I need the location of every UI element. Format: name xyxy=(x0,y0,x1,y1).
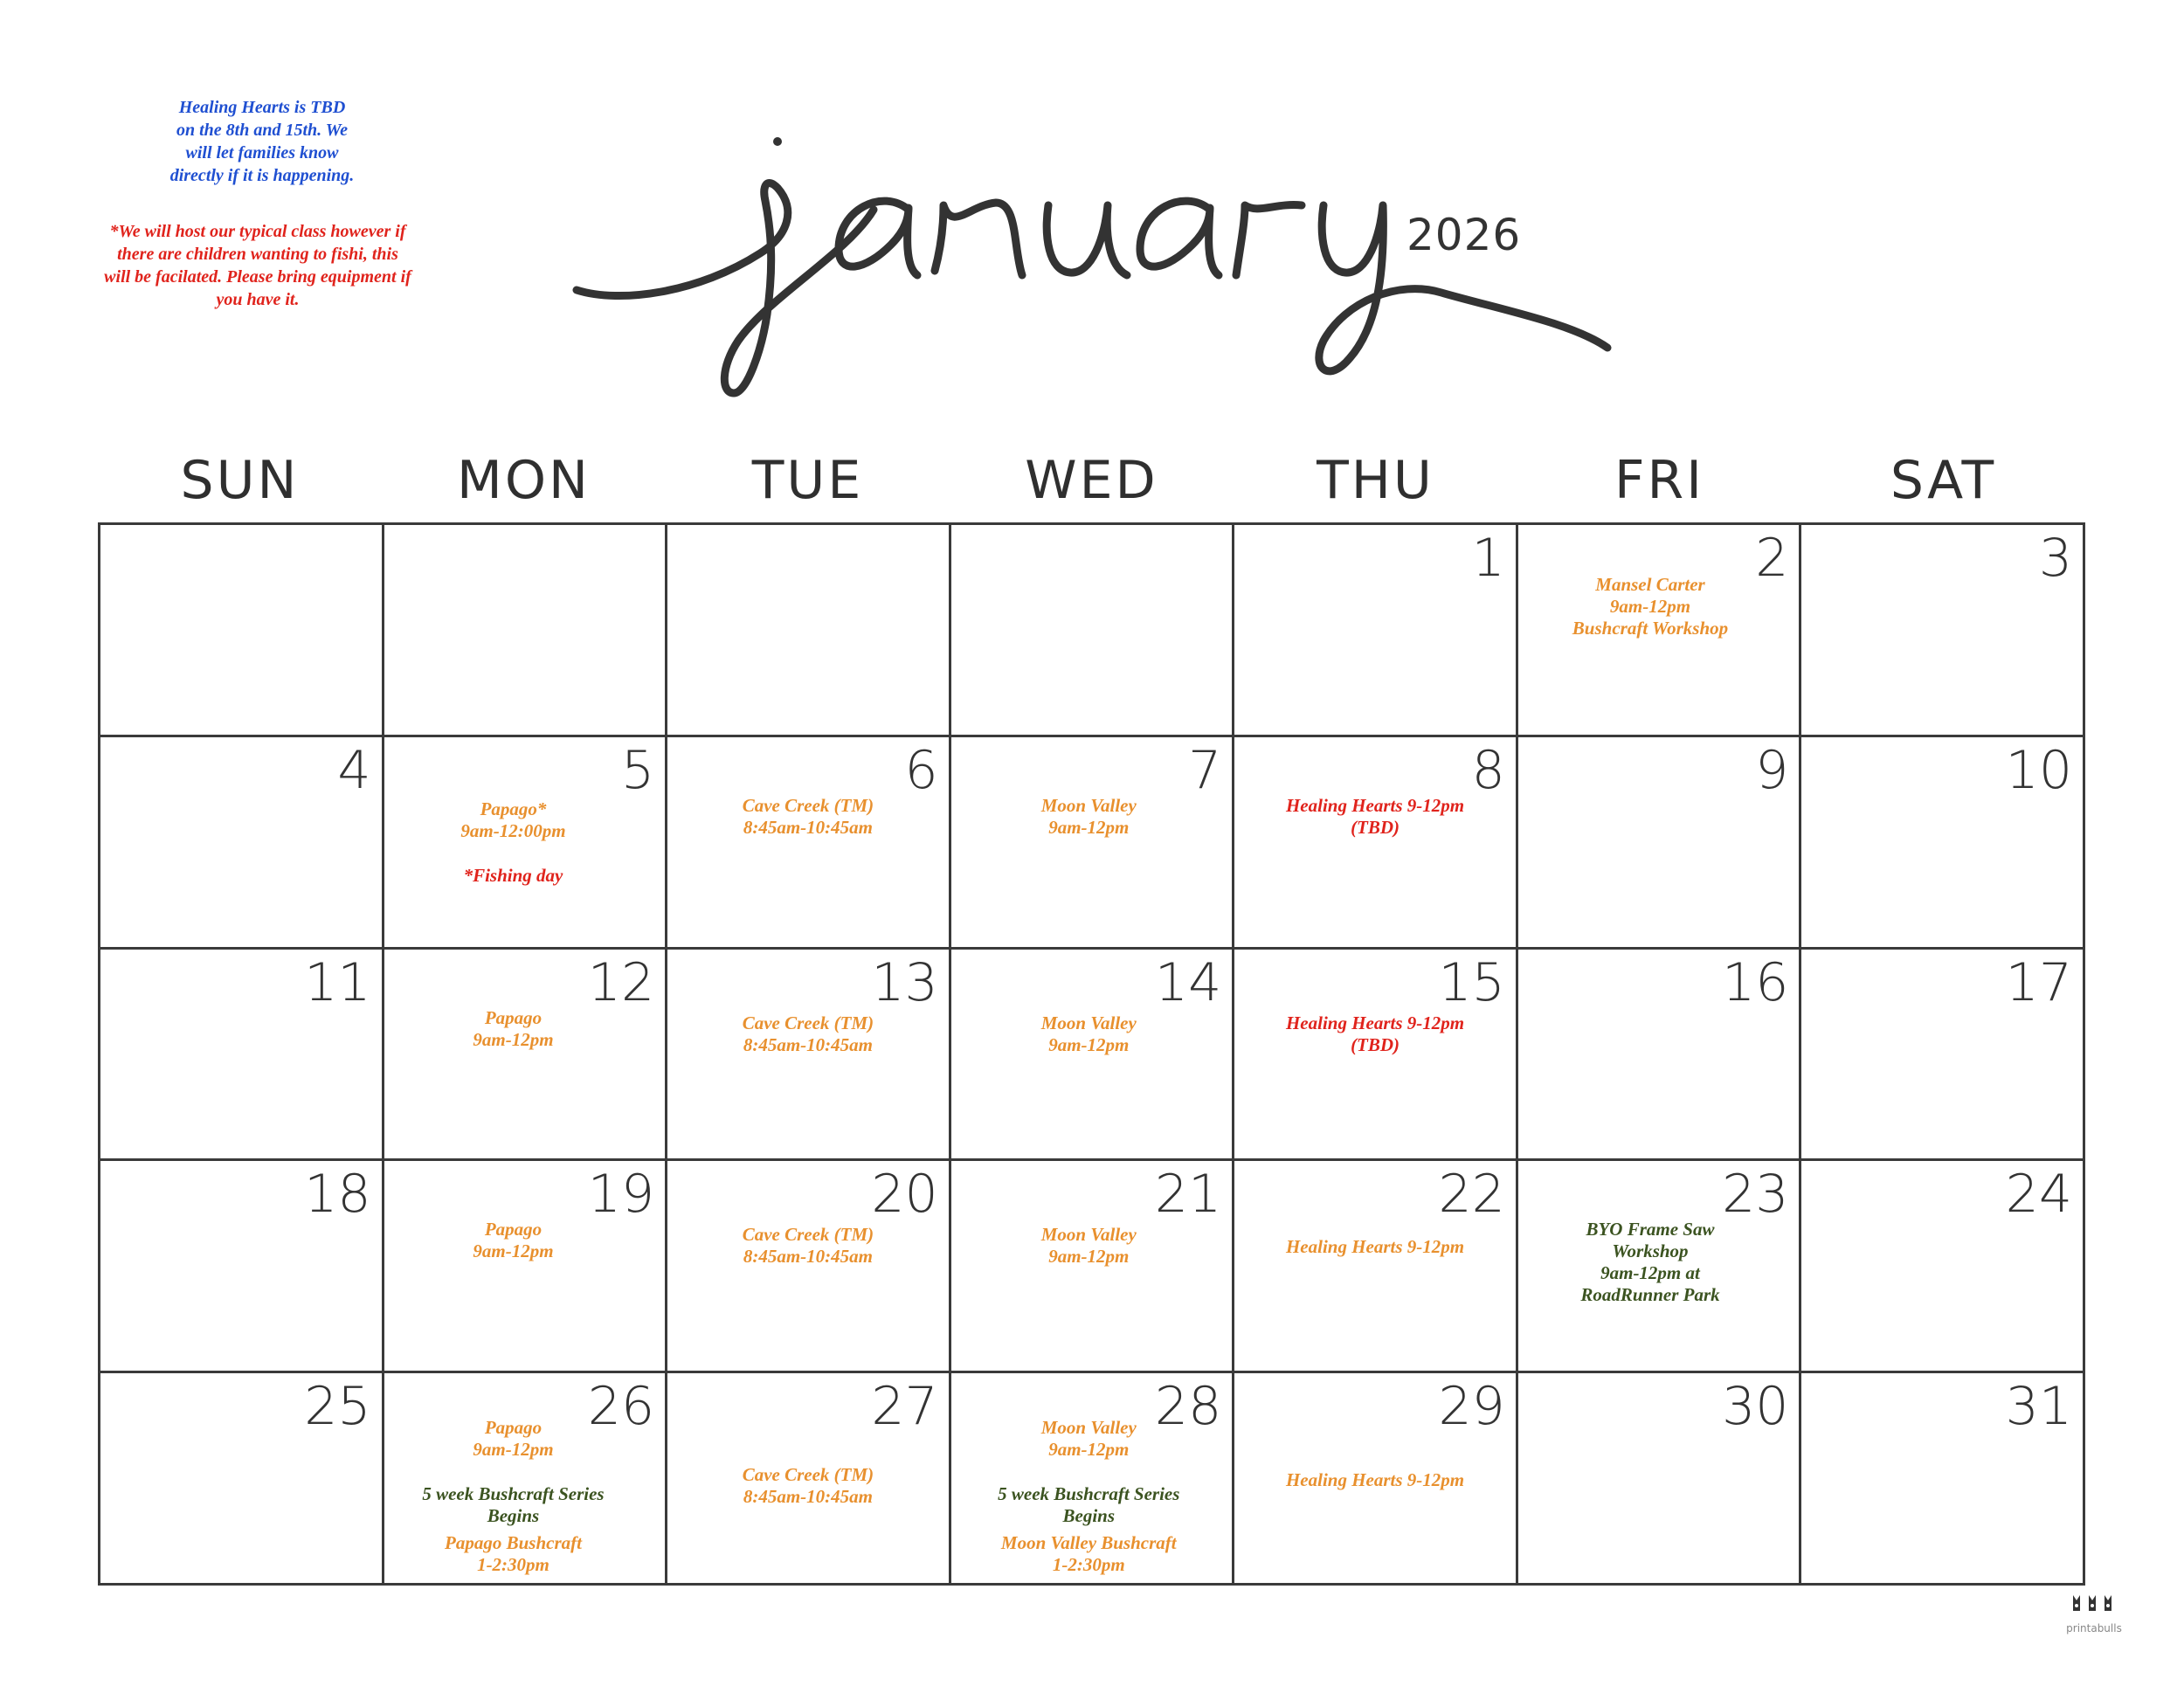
day-cell-12[interactable] xyxy=(384,950,668,1162)
event-text: Healing Hearts 9-12pm (TBD) xyxy=(1285,1012,1465,1055)
day-number: 15 xyxy=(1438,951,1505,1013)
day-number: 21 xyxy=(1154,1164,1222,1226)
day-cell-6[interactable] xyxy=(667,737,951,950)
logo-text: printabulls xyxy=(2066,1622,2122,1634)
day-cell-16[interactable] xyxy=(1518,950,1802,1162)
day-number: 6 xyxy=(904,739,938,801)
event-text: 5 week Bushcraft Series Begins xyxy=(422,1483,605,1527)
day-cell-2[interactable] xyxy=(1518,525,1802,737)
day-cell-29[interactable] xyxy=(1234,1373,1518,1586)
note-fishing: *We will host our typical class however if there are children wanting to fishi, this will be facilated. Please bring equipment if you have it. xyxy=(104,222,411,309)
day-cell-18[interactable] xyxy=(100,1161,384,1373)
day-cell-23[interactable] xyxy=(1518,1161,1802,1373)
day-cell-31[interactable] xyxy=(1801,1373,2085,1586)
event-text: Papago Bushcraft 1-2:30pm xyxy=(445,1532,582,1576)
day-number: 7 xyxy=(1188,739,1222,801)
day-cell-21[interactable] xyxy=(951,1161,1235,1373)
day-number: 18 xyxy=(304,1164,371,1226)
event-text: 5 week Bushcraft Series Begins xyxy=(998,1483,1180,1527)
day-cell-9[interactable] xyxy=(1518,737,1802,950)
day-cell-14[interactable] xyxy=(951,950,1235,1162)
day-number: 20 xyxy=(871,1164,938,1226)
day-number: 19 xyxy=(587,1164,655,1226)
logo-icon xyxy=(2068,1592,2120,1618)
weekday-fri: FRI xyxy=(1614,450,1704,511)
event-text: BYO Frame Saw Workshop 9am-12pm at RoadRunner Park xyxy=(1580,1219,1720,1306)
day-number: 3 xyxy=(2038,528,2072,589)
event-text: Mansel Carter 9am-12pm Bushcraft Workshop xyxy=(1572,574,1729,639)
event-text: Papago 9am-12pm xyxy=(473,1417,554,1461)
empty-day-cell xyxy=(100,525,384,737)
note-healing-hearts: Healing Hearts is TBD on the 8th and 15th. We will let families know directly if it is happening. xyxy=(169,98,355,185)
day-cell-11[interactable] xyxy=(100,950,384,1162)
weekday-sat: SAT xyxy=(1890,450,1997,511)
day-number: 9 xyxy=(1755,739,1789,801)
day-number: 26 xyxy=(587,1376,655,1438)
day-cell-3[interactable] xyxy=(1801,525,2085,737)
event-text: Healing Hearts 9-12pm xyxy=(1285,1236,1465,1258)
day-cell-20[interactable] xyxy=(667,1161,951,1373)
day-cell-13[interactable] xyxy=(667,950,951,1162)
event-text: Papago 9am-12pm xyxy=(473,1006,554,1050)
day-number: 12 xyxy=(587,951,655,1013)
day-number: 16 xyxy=(1722,951,1789,1013)
year-label: 2026 xyxy=(1406,210,1522,260)
event-text: Moon Valley Bushcraft 1-2:30pm xyxy=(1000,1532,1177,1576)
day-number: 10 xyxy=(2005,739,2072,801)
empty-day-cell xyxy=(951,525,1235,737)
weekday-tue: TUE xyxy=(751,450,864,511)
day-number: 25 xyxy=(304,1376,371,1438)
weekday-mon: MON xyxy=(457,450,591,511)
day-cell-25[interactable] xyxy=(100,1373,384,1586)
event-text: Cave Creek (TM) 8:45am-10:45am xyxy=(742,1464,874,1508)
day-number: 28 xyxy=(1154,1376,1222,1438)
day-number: 5 xyxy=(620,739,655,801)
event-text: Moon Valley 9am-12pm xyxy=(1040,1224,1137,1268)
calendar-grid xyxy=(98,522,2085,1586)
day-cell-7[interactable] xyxy=(951,737,1235,950)
day-number: 2 xyxy=(1755,528,1789,589)
month-title-script xyxy=(559,105,1634,419)
event-text: Cave Creek (TM) 8:45am-10:45am xyxy=(742,794,874,838)
day-number: 14 xyxy=(1154,951,1222,1013)
weekday-sun: SUN xyxy=(180,450,300,511)
day-cell-22[interactable] xyxy=(1234,1161,1518,1373)
event-text: Moon Valley 9am-12pm xyxy=(1040,1417,1137,1461)
day-cell-17[interactable] xyxy=(1801,950,2085,1162)
day-number: 24 xyxy=(2005,1164,2072,1226)
day-cell-4[interactable] xyxy=(100,737,384,950)
day-cell-19[interactable] xyxy=(384,1161,668,1373)
day-cell-28[interactable] xyxy=(951,1373,1235,1586)
weekday-thu: THU xyxy=(1317,450,1434,511)
empty-day-cell xyxy=(667,525,951,737)
event-text: Moon Valley 9am-12pm xyxy=(1040,794,1137,838)
day-cell-10[interactable] xyxy=(1801,737,2085,950)
day-cell-26[interactable] xyxy=(384,1373,668,1586)
day-number: 8 xyxy=(1471,739,1505,801)
day-number: 23 xyxy=(1722,1164,1789,1226)
day-cell-15[interactable] xyxy=(1234,950,1518,1162)
day-number: 27 xyxy=(871,1376,938,1438)
day-number: 11 xyxy=(304,951,371,1013)
event-text: Papago* 9am-12:00pm xyxy=(460,798,566,841)
event-text: Healing Hearts 9-12pm xyxy=(1285,1469,1465,1491)
event-text: Cave Creek (TM) 8:45am-10:45am xyxy=(742,1224,874,1268)
day-number: 30 xyxy=(1722,1376,1789,1438)
day-number: 17 xyxy=(2005,951,2072,1013)
day-number: 29 xyxy=(1438,1376,1505,1438)
event-text: Cave Creek (TM) 8:45am-10:45am xyxy=(742,1012,874,1055)
day-cell-27[interactable] xyxy=(667,1373,951,1586)
day-cell-5[interactable] xyxy=(384,737,668,950)
day-number: 31 xyxy=(2005,1376,2072,1438)
weekday-wed: WED xyxy=(1025,450,1158,511)
day-number: 1 xyxy=(1471,528,1505,589)
event-text: Healing Hearts 9-12pm (TBD) xyxy=(1285,794,1465,838)
event-text: *Fishing day xyxy=(463,864,563,886)
event-text: Moon Valley 9am-12pm xyxy=(1040,1012,1137,1055)
day-cell-1[interactable] xyxy=(1234,525,1518,737)
day-number: 22 xyxy=(1438,1164,1505,1226)
day-number: 4 xyxy=(337,739,371,801)
printabulls-logo xyxy=(2063,1592,2125,1634)
empty-day-cell xyxy=(384,525,668,737)
day-cell-8[interactable] xyxy=(1234,737,1518,950)
event-text: Papago 9am-12pm xyxy=(473,1219,554,1262)
day-cell-30[interactable] xyxy=(1518,1373,1802,1586)
day-cell-24[interactable] xyxy=(1801,1161,2085,1373)
day-number: 13 xyxy=(871,951,938,1013)
